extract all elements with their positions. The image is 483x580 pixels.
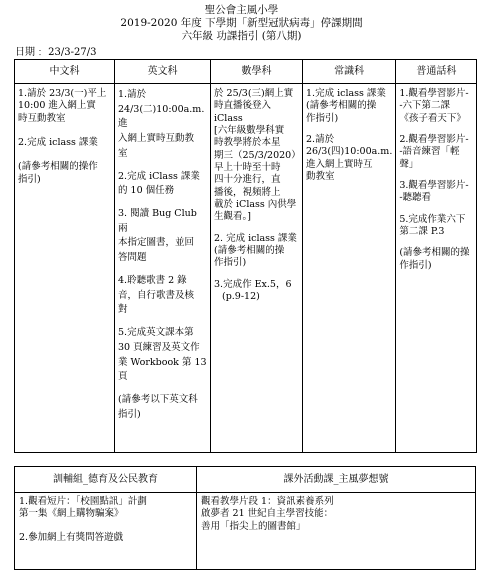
col-extracurricular: 課外活動課_主風夢想號: [197, 467, 476, 493]
moral-line: 2.參加網上有獎問答遊戲: [19, 531, 124, 543]
page-subtitle: 2019-2020 年度 下學期「新型冠狀病毒」停課期間: [120, 17, 363, 29]
math-line: (請參考相關的操: [214, 245, 285, 257]
homework-row: [15, 84, 477, 453]
english-line: 業 Workbook 第 13: [118, 356, 207, 368]
english-line: 2.完成 iClass 課業: [118, 170, 200, 182]
pth-line: -語音練習「輕: [399, 146, 460, 158]
english-line: 3. 閱讀 Bug Club 兩: [118, 208, 197, 234]
english-line: 音，自行歌書及核: [118, 289, 195, 301]
math-line: 時直播後登入: [214, 100, 272, 112]
english-line: 1.請於: [118, 89, 147, 100]
pth-line: (請參考相關的操: [399, 247, 470, 259]
math-line: 2. 完成 iclass 課業: [214, 232, 297, 244]
english-cell: [115, 84, 211, 453]
english-line: 本指定圖書，並回: [118, 237, 195, 249]
chinese-line: 時互動教室: [18, 112, 66, 124]
english-line: (請參考以下英文科: [118, 393, 198, 405]
math-line: 播後，視頻將上: [214, 186, 281, 198]
homework-table: [14, 59, 477, 453]
page-header: [0, 0, 483, 43]
pth-line: 聲」: [399, 158, 419, 170]
pth-line: 2.觀看學習影片-: [399, 134, 469, 146]
subject-header-row: [15, 60, 477, 84]
school-name: 聖公會主風小學: [204, 4, 279, 16]
english-line: 頁: [118, 371, 128, 383]
col-english: 英文科: [115, 60, 211, 84]
pth-line: 作指引): [399, 259, 432, 271]
math-line: 四十分進行，直: [214, 174, 281, 186]
pth-line: 3.觀看學習影片-: [399, 180, 469, 192]
activities-header-row: [15, 467, 476, 493]
page-title: 六年級 功課指引 (第八期): [181, 30, 302, 42]
english-line: 指引): [118, 408, 141, 420]
english-line: 答問題: [118, 252, 147, 264]
chinese-cell: [15, 84, 115, 453]
col-general-studies: 常識科: [303, 60, 396, 84]
activities-table: [14, 466, 476, 570]
math-line: iClass: [214, 112, 243, 124]
moral-line: 1.觀看短片：「校園點訊」計劃: [19, 496, 147, 507]
chinese-line: (請參考相關的操作: [18, 161, 98, 173]
english-line: 30 頁練習及英文作: [118, 341, 200, 353]
english-line: 對: [118, 304, 128, 316]
gs-line: 1.完成 iclass 課業: [306, 88, 386, 99]
math-line: 生觀看。]: [214, 211, 251, 223]
pth-line: 1.觀看學習影片-: [399, 88, 469, 99]
chinese-line: 10:00 進入網上實: [18, 100, 96, 112]
pth-line: -六下第二課: [399, 100, 451, 112]
chinese-line: 1.請於 23/3(一)平上: [18, 88, 107, 99]
gs-line: 進入網上實時互: [306, 158, 373, 170]
math-line: 於 25/3(三)網上實: [214, 88, 294, 99]
extra-line: 善用「指尖上的圖書館」: [201, 520, 306, 532]
col-moral-education: 訓輔組_德育及公民教育: [15, 467, 197, 493]
extra-line: 啟夢者 21 世紀自主學習技能：: [201, 508, 334, 520]
pth-line: 5.完成作業六下: [399, 213, 466, 225]
math-cell: [211, 84, 303, 453]
math-line: 載於 iClass 內供學: [214, 199, 297, 211]
col-math: 數學科: [211, 60, 303, 84]
english-line: 室: [118, 147, 128, 159]
chinese-line: 指引): [18, 173, 41, 185]
gs-line: 動教室: [306, 171, 335, 183]
gs-cell: [303, 84, 396, 453]
pth-line: -聽聽看: [399, 192, 432, 204]
pth-line: 第二課 P.3: [399, 226, 445, 238]
gs-line: (請參考相關的操: [306, 100, 377, 112]
moral-education-cell: [15, 493, 197, 570]
math-line: [六年級數學科實: [214, 125, 285, 137]
math-line: 3.完成作 Ex.5，6: [214, 278, 292, 290]
english-line: 5.完成英文課本第: [118, 327, 194, 339]
pth-line: 《孩子看天下》: [399, 112, 466, 124]
extracurricular-cell: [197, 493, 476, 570]
col-chinese: 中文科: [15, 60, 115, 84]
extra-line: 觀看教學片段 1：資訊素養系列: [201, 496, 334, 507]
english-line: 的 10 個任務: [118, 185, 175, 197]
activities-row: [15, 493, 476, 570]
math-line: 時教學將於本星: [214, 137, 281, 149]
math-line: 作指引): [214, 257, 247, 269]
gs-line: 作指引): [306, 112, 339, 124]
math-line: 早上十時至十時: [214, 162, 281, 174]
english-line: 24/3(二)10:00a.m.進: [118, 103, 205, 130]
gs-line: 26/3(四)10:00a.m.: [306, 146, 393, 158]
date-range: 日期﹕ 23/3-27/3: [15, 47, 97, 58]
moral-line: 第一集《網上購物騙案》: [19, 508, 124, 520]
col-putonghua: 普通話科: [396, 60, 477, 84]
english-line: 入網上實時互動教: [118, 133, 195, 145]
math-line: (p.9-12): [222, 291, 260, 303]
gs-line: 2.請於: [306, 134, 335, 146]
english-line: 4.聆聽歌書 2 錄: [118, 274, 187, 286]
pth-cell: [396, 84, 477, 453]
chinese-line: 2.完成 iclass 課業: [18, 137, 98, 149]
math-line: 期三（25/3/2020）: [214, 149, 301, 161]
